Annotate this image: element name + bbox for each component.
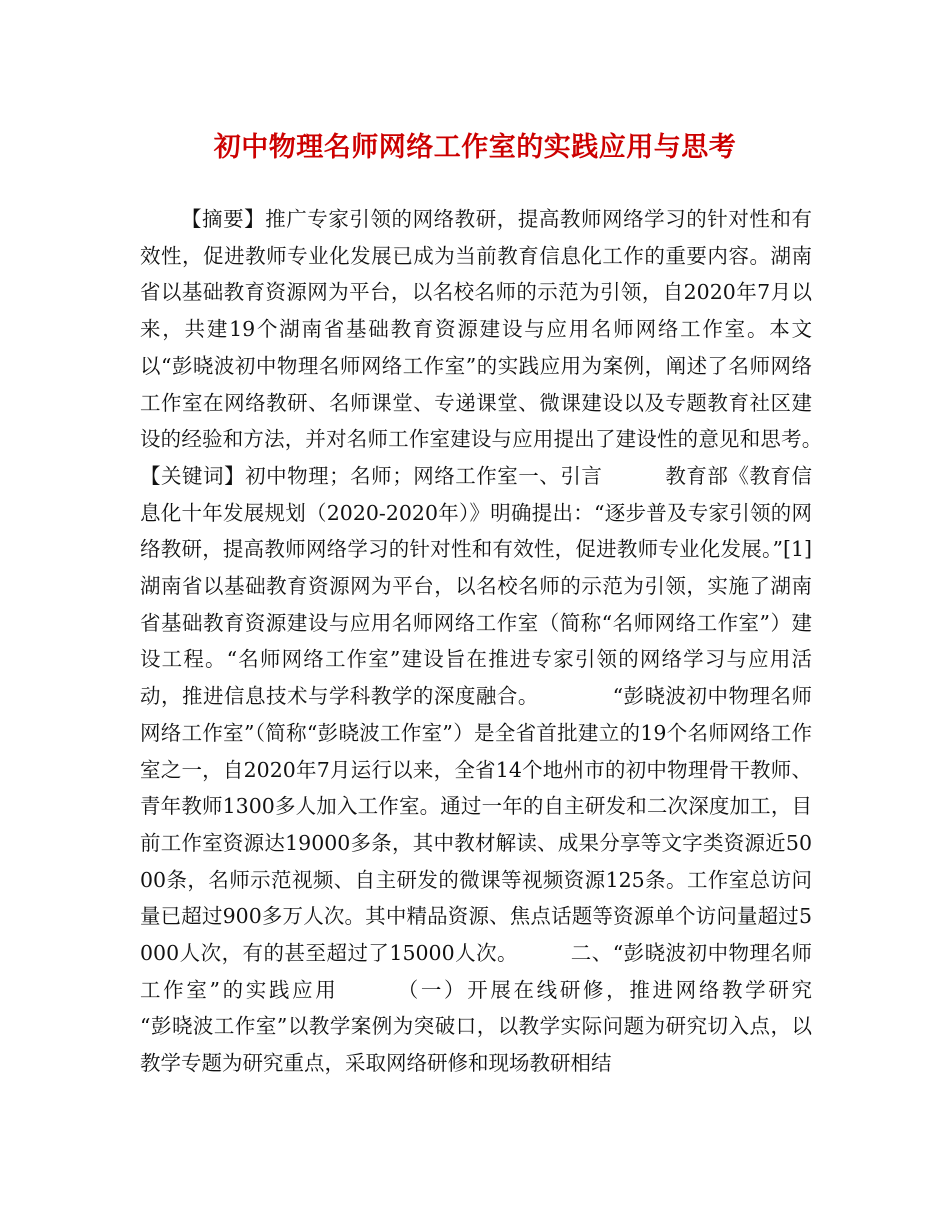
document-title: 初中物理名师网络工作室的实践应用与思考 bbox=[213, 132, 737, 163]
document-body: 【摘要】推广专家引领的网络教研，提高教师网络学习的针对性和有效性，促进教师专业化发展已成为当前教育信息化工作的重要内容。湖南省以基础教育资源网为平台，以名校名师的示范为引领，自2020年7月以来，共建19个湖南省基础教育资源建设与应用名师网络工作室。本文以“彭晓波初中物理名师网络工作室”的实践应用为案例，阐述了名师网络工作室在网络教研、名师课堂、专递课堂、微课建设以及专题教育社区建设的经验和方法，并对名师工作室建设与应用提出了建设性的意见和思考。 【关键词】初中物理；名师；网络工作室一、引言 教育部《教育信息化十年发展规划（2020-2020年）》明确提出：“逐步普及专家引领的网络教研，提高教师网络学习的针对性和有效性，促进教师专业化发展。”[1]湖南省以基础教育资源网为平台，以名校名师的示范为引领，实施了湖南省基础教育资源建设与应用名师网络工作室（简称“名师网络工作室”）建设工程。“名师网络工作室”建设旨在推进专家引领的网络学习与应用活动，推进信息技术与学科教学的深度融合。 “彭晓波初中物理名师网络工作室”（简称“彭晓波工作室”）是全省首批建立的19个名师网络工作室之一，自2020年7月运行以来，全省14个地州市的初中物理骨干教师、青年教师1300多人加入工作室。通过一年的自主研发和二次深度加工，目前工作室资源达19000多条，其中教材解读、成果分享等文字类资源近5000条，名师示范视频、自主研发的微课等视频资源125条。工作室总访问量已超过900多万人次。其中精品资源、焦点话题等资源单个访问量超过5000人次，有的甚至超过了15000人次。 二、“彭晓波初中物理名师工作室”的实践应用 （一）开展在线研修，推进网络教学研究 “彭晓波工作室”以教学案例为突破口，以教学实际问题为研究切入点，以教学专题为研究重点，采取网络研修和现场教研相结 bbox=[140, 207, 894, 1076]
